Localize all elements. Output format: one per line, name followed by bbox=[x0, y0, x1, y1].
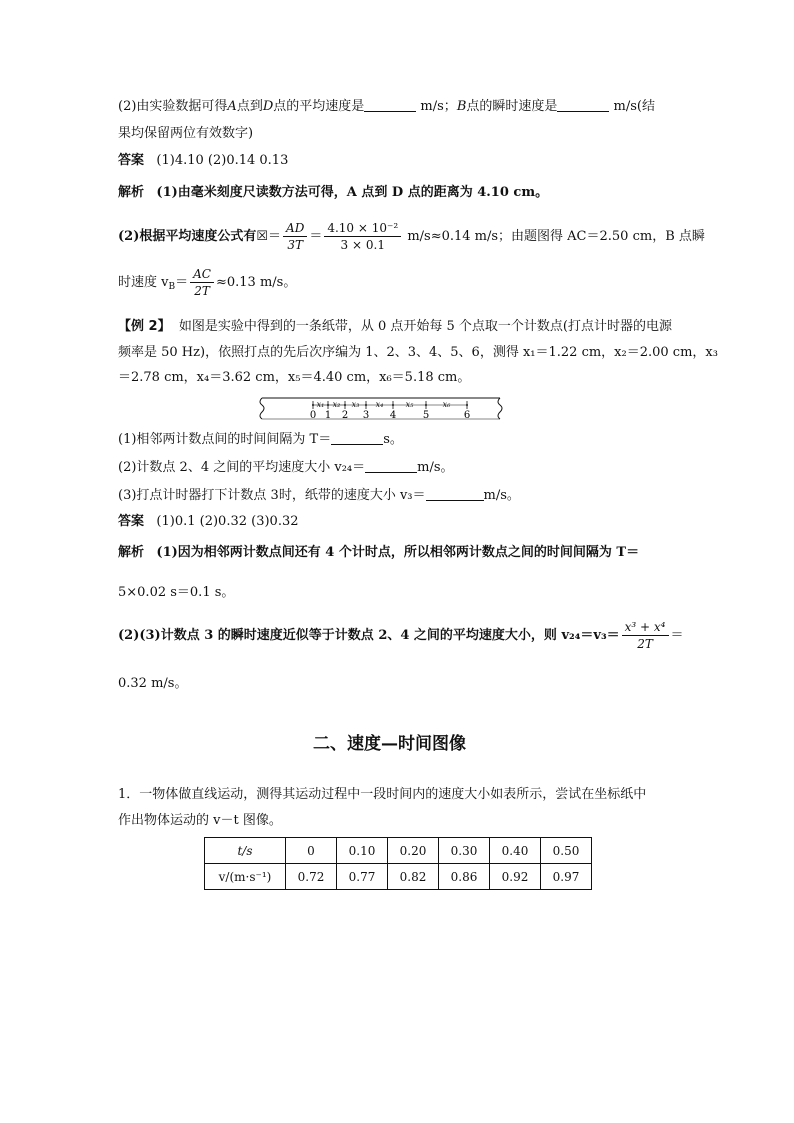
tape-dot bbox=[392, 404, 394, 406]
answer-block-2 bbox=[118, 513, 299, 531]
answer-label: 答案 bbox=[118, 153, 145, 168]
explanation-2-line-4: 0.32 m/s。 bbox=[118, 676, 188, 691]
tape-dot bbox=[466, 404, 468, 406]
answer-blank[interactable] bbox=[331, 430, 383, 445]
table-cell: 0.72 bbox=[286, 864, 337, 890]
table-cell: 0.40 bbox=[490, 838, 541, 864]
example-2-line-2: 频率是 50 Hz)，依照打点的先后次序编为 1、2、3、4、5、6，测得 x₁＝1.22 cm，x₂＝2.00 cm，x₃ bbox=[118, 345, 718, 360]
answer-blank[interactable] bbox=[557, 97, 609, 112]
broken-glyph-icon: ☒ bbox=[256, 229, 269, 244]
fraction-value: $\frac{\text{4.10 × 10⁻²}}{3 \times 0.1}$ bbox=[324, 220, 401, 253]
fraction-ac-2t: $\frac{AC}{2T}$ bbox=[190, 266, 214, 299]
table-cell: 0.97 bbox=[541, 864, 592, 890]
tape-segment-label: x₄ bbox=[375, 400, 384, 409]
explanation-1-line-1: 解析 (1)由毫米刻度尺读数方法可得，A 点到 D 点的距离为 4.10 cm。 bbox=[118, 185, 549, 200]
explanation-2-line-1: 解析 (1)因为相邻两计数点间还有 4 个计时点，所以相邻两计数点之间的时间间隔为 T＝ bbox=[118, 545, 640, 560]
section-title: 二、速度—时间图像 bbox=[313, 734, 466, 754]
example-tag: 【例 2】 bbox=[118, 319, 171, 334]
answer-blank[interactable] bbox=[426, 486, 484, 501]
table-cell: 0.86 bbox=[439, 864, 490, 890]
table-cell: 0.77 bbox=[337, 864, 388, 890]
example-2-line-3: ＝2.78 cm，x₄＝3.62 cm，x₅＝4.40 cm，x₆＝5.18 cm。 bbox=[118, 370, 471, 385]
answer-text: (1)4.10 (2)0.14 0.13 bbox=[156, 153, 289, 168]
tape-point-label: 5 bbox=[422, 410, 430, 421]
problem-1-line-1: 1．一物体做直线运动，测得其运动过程中一段时间内的速度大小如表所示，尝试在坐标纸中 bbox=[118, 787, 647, 802]
tape-segment-label: x₁ bbox=[316, 400, 325, 409]
table-header-cell: t/s bbox=[205, 838, 286, 864]
answer-blank[interactable] bbox=[365, 458, 417, 473]
tape-dot bbox=[425, 404, 427, 406]
tape-dot bbox=[365, 404, 367, 406]
fraction-x3-x4-2t: $\frac{\text{x³ + x⁴}}{2T}$ bbox=[622, 619, 669, 652]
tape-right-edge bbox=[498, 398, 502, 419]
example-2-question-1: (1)相邻两计数点间的时间间隔为 T＝ s。 bbox=[118, 432, 403, 447]
explanation-2-line-3: (2)(3)计数点 3 的瞬时速度近似等于计数点 2、4 之间的平均速度大小，则 v₂₄＝v₃＝ $\frac{\text{x³ + x⁴}}{2T}$ ＝ bbox=[118, 620, 684, 651]
question-2-line-1: (2)由实验数据可得A点到D点的平均速度是 m/s；B点的瞬时速度是 m/s(结 bbox=[118, 99, 655, 114]
tape-segment-label: x₂ bbox=[332, 400, 341, 409]
question-2-line-2: 果均保留两位有效数字) bbox=[118, 126, 254, 141]
tape-dot bbox=[344, 404, 346, 406]
example-2-question-2: (2)计数点 2、4 之间的平均速度大小 v₂₄＝ m/s。 bbox=[118, 460, 454, 475]
tape-segment-label: x₃ bbox=[351, 400, 360, 409]
table-row bbox=[205, 838, 592, 864]
table-cell: 0.82 bbox=[388, 864, 439, 890]
tape-point-label: 3 bbox=[362, 410, 370, 421]
explanation-1-line-2: (2)根据平均速度公式有☒＝ $\frac{AD}{3T}$ ＝ $\frac{\text{4.10 × 10⁻²}}{3 \times 0.1}$ m/s≈0.14 m/s；由题图得 AC＝2.50 cm，B 点瞬 bbox=[118, 221, 705, 252]
tape-dot bbox=[327, 404, 329, 406]
tape-segment-label: x₆ bbox=[442, 400, 451, 409]
answer-text: (1)0.1 (2)0.32 (3)0.32 bbox=[156, 514, 299, 529]
example-2-line-1: 【例 2】 如图是实验中得到的一条纸带，从 0 点开始每 5 个点取一个计数点(打点计时器的电源 bbox=[118, 319, 672, 334]
table-row bbox=[205, 864, 592, 890]
explanation-label: 解析 bbox=[118, 545, 145, 560]
answer-label: 答案 bbox=[118, 514, 145, 529]
table-header-cell: v/(m·s⁻¹) bbox=[205, 864, 286, 890]
tape-dot bbox=[312, 404, 314, 406]
explanation-2-line-2: 5×0.02 s＝0.1 s。 bbox=[118, 585, 235, 600]
explanation-label: 解析 bbox=[118, 185, 145, 200]
explanation-1-line-3: 时速度 $v_B=$ $\frac{AC}{2T}$ ≈0.13 m/s。 bbox=[118, 267, 297, 298]
fraction-ad-3t: $\frac{AD}{3T}$ bbox=[283, 220, 307, 253]
tape-point-label: 2 bbox=[341, 410, 349, 421]
table-cell: 0.10 bbox=[337, 838, 388, 864]
tape-point-label: 0 bbox=[309, 410, 317, 421]
tape-segment-label: x₅ bbox=[405, 400, 414, 409]
answer-block-1 bbox=[118, 152, 288, 170]
tape-point-label: 1 bbox=[324, 410, 332, 421]
tape-point-label: 6 bbox=[463, 410, 471, 421]
table-cell: 0.20 bbox=[388, 838, 439, 864]
problem-1-line-2: 作出物体运动的 v－t 图像。 bbox=[118, 813, 282, 828]
answer-blank[interactable] bbox=[364, 97, 416, 112]
example-2-question-3: (3)打点计时器打下计数点 3时，纸带的速度大小 v₃＝ m/s。 bbox=[118, 488, 520, 503]
tape-point-label: 4 bbox=[389, 410, 397, 421]
table-cell: 0 bbox=[286, 838, 337, 864]
table-cell: 0.30 bbox=[439, 838, 490, 864]
paper-tape-figure bbox=[256, 396, 506, 424]
table-cell: 0.50 bbox=[541, 838, 592, 864]
velocity-time-table bbox=[204, 837, 592, 890]
table-cell: 0.92 bbox=[490, 864, 541, 890]
tape-left-edge bbox=[260, 398, 264, 419]
